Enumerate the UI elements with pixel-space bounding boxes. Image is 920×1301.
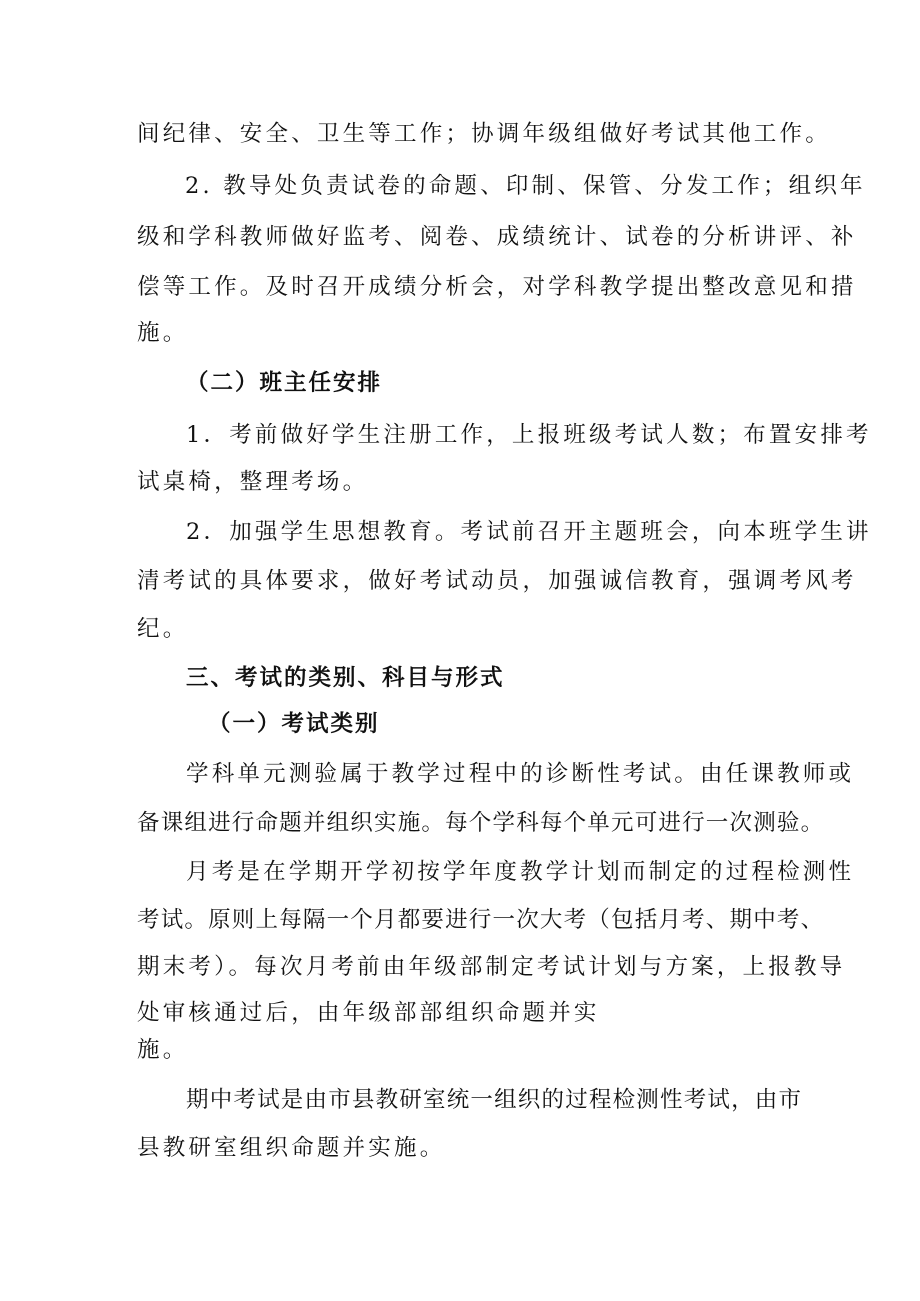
text-line-16: 月考是在学期开学初按学年度教学计划而制定的过程检测性 [186,859,855,885]
text-line-2: 2. 教导处负责试卷的命题、印制、保管、分发工作；组织年 [185,173,866,199]
text-line-5: 施。 [137,320,189,346]
section-heading-1: （一）考试类别 [208,711,380,737]
text-line-8: 试桌椅，整理考场。 [137,469,369,495]
text-line-15: 备课组进行命题并组织实施。每个学科每个单元可进行一次测验。 [137,810,825,836]
text-line-19: 处审核通过后，由年级部部组织命题并实 [137,1000,600,1026]
chapter-heading-3: 三、考试的类别、科目与形式 [186,665,505,691]
text-line-17: 考试。原则上每隔一个月都要进行一次大考（包括月考、期中考、 [137,907,825,933]
text-line-1: 间纪律、安全、卫生等工作；协调年级组做好考试其他工作。 [137,121,831,147]
text-line-21: 期中考试是由市县教研室统一组织的过程检测性考试，由市 [186,1087,803,1113]
section-heading-2: （二）班主任安排 [186,370,383,396]
text-line-18: 期末考）。每次月考前由年级部制定考试计划与方案，上报教导 [137,954,846,980]
text-line-20: 施。 [137,1037,189,1063]
text-line-14: 学科单元测验属于教学过程中的诊断性考试。由任课教师或 [186,761,855,787]
text-line-4: 偿等工作。及时召开成绩分析会，对学科教学提出整改意见和措 [137,274,857,300]
text-line-3: 级和学科教师做好监考、阅卷、成绩统计、试卷的分析讲评、补 [137,224,857,250]
text-line-9: 2．加强学生思想教育。考试前召开主题班会，向本班学生讲 [186,519,872,545]
text-line-7: 1．考前做好学生注册工作，上报班级考试人数；布置安排考 [186,422,872,448]
text-line-10: 清考试的具体要求，做好考试动员，加强诚信教育，强调考风考 [137,568,857,594]
text-line-11: 纪。 [137,616,189,642]
text-line-22: 县教研室组织命题并实施。 [137,1135,446,1161]
